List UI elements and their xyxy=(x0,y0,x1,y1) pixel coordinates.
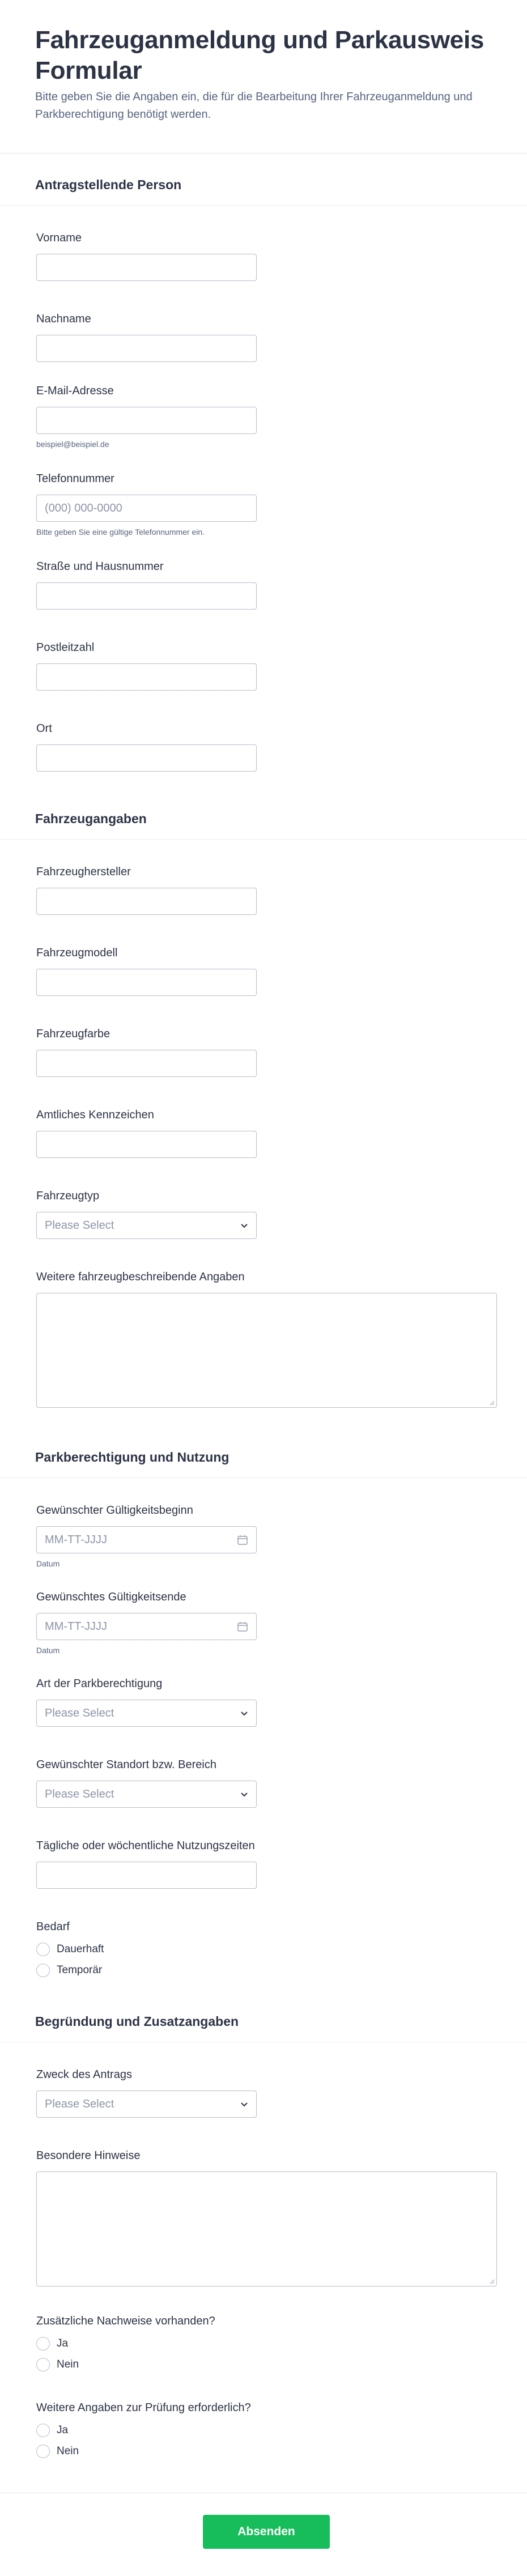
field-hersteller xyxy=(0,846,527,915)
section-header-person xyxy=(0,154,527,206)
vorname-input[interactable] xyxy=(36,254,257,281)
field-zweck xyxy=(0,2049,527,2118)
field-strasse xyxy=(0,537,527,610)
field-plz xyxy=(0,610,527,691)
radio-button[interactable] xyxy=(36,2424,50,2437)
date-placeholder: MM-TT-JJJJ xyxy=(45,1620,107,1633)
field-bedarf xyxy=(0,1889,527,1977)
chevron-down-icon xyxy=(239,1789,249,1799)
section-title: Fahrzeugangaben xyxy=(35,811,147,826)
telefon-sublabel: Bitte geben Sie eine gültige Telefonnummer ein. xyxy=(36,527,205,537)
radio-label: Dauerhaft xyxy=(57,1943,104,1955)
field-label: Fahrzeugmodell xyxy=(36,947,118,959)
radio-option-nein[interactable] xyxy=(36,2358,492,2371)
chevron-down-icon xyxy=(239,2099,249,2109)
radio-label: Ja xyxy=(57,2424,69,2436)
section-title: Antragstellende Person xyxy=(35,177,182,192)
radio-button[interactable] xyxy=(36,1964,50,1977)
radio-label: Ja xyxy=(57,2337,69,2349)
field-label: Weitere Angaben zur Prüfung erforderlich? xyxy=(36,2402,251,2414)
gueltigkeitsbeginn-date-input[interactable] xyxy=(36,1526,257,1553)
email-sublabel: beispiel@beispiel.de xyxy=(36,440,109,449)
date-sublabel: Datum xyxy=(36,1559,60,1568)
modell-input[interactable] xyxy=(36,969,257,996)
field-kennzeichen xyxy=(0,1077,527,1158)
radio-option-ja[interactable] xyxy=(36,2337,492,2351)
field-label: Amtliches Kennzeichen xyxy=(36,1109,154,1121)
radio-label: Nein xyxy=(57,2358,79,2370)
field-label: Postleitzahl xyxy=(36,641,95,654)
field-weitere-angaben xyxy=(0,1239,527,1408)
field-label: Tägliche oder wöchentliche Nutzungszeiten xyxy=(36,1840,255,1852)
radio-option-dauerhaft[interactable] xyxy=(36,1943,492,1956)
chevron-down-icon xyxy=(239,1708,249,1718)
submit-button[interactable]: Absenden xyxy=(203,2515,330,2549)
field-telefon xyxy=(0,449,527,537)
select-placeholder: Please Select xyxy=(45,1707,114,1719)
field-standort xyxy=(0,1727,527,1808)
field-label: Gewünschter Gültigkeitsbeginn xyxy=(36,1504,193,1517)
field-gueltigkeitsbeginn xyxy=(0,1485,527,1568)
field-label: Vorname xyxy=(36,232,82,244)
field-label: Nachname xyxy=(36,313,91,325)
telefon-input[interactable]: (000) 000-0000 xyxy=(36,495,257,522)
field-nachname xyxy=(0,281,527,362)
field-vorname xyxy=(0,212,527,281)
farbe-input[interactable] xyxy=(36,1050,257,1077)
field-label: Fahrzeughersteller xyxy=(36,866,131,878)
field-label: Bedarf xyxy=(36,1921,70,1933)
section-header-begruendung xyxy=(0,1985,527,2042)
radio-label: Nein xyxy=(57,2445,79,2457)
field-nachweise xyxy=(0,2287,527,2371)
field-label: Telefonnummer xyxy=(36,472,114,485)
calendar-icon[interactable] xyxy=(237,1621,248,1632)
radio-button[interactable] xyxy=(36,1943,50,1956)
field-label: Art der Parkberechtigung xyxy=(36,1677,163,1690)
section-title: Begründung und Zusatzangaben xyxy=(35,2014,239,2029)
kennzeichen-input[interactable] xyxy=(36,1131,257,1158)
field-label: Zweck des Antrags xyxy=(36,2068,132,2081)
field-label: Fahrzeugtyp xyxy=(36,1190,100,1202)
field-fahrzeugtyp xyxy=(0,1158,527,1239)
field-label: Fahrzeugfarbe xyxy=(36,1028,110,1040)
plz-input[interactable] xyxy=(36,663,257,691)
weitere-angaben-textarea[interactable] xyxy=(36,1293,497,1408)
field-ort xyxy=(0,691,527,772)
field-gueltigkeitsende xyxy=(0,1568,527,1655)
radio-option-ja[interactable] xyxy=(36,2424,492,2437)
form-footer xyxy=(0,2493,527,2576)
field-nutzungszeiten xyxy=(0,1808,527,1889)
hersteller-input[interactable] xyxy=(36,888,257,915)
fahrzeugtyp-select[interactable] xyxy=(36,1212,257,1239)
zweck-select[interactable] xyxy=(36,2090,257,2118)
nutzungszeiten-input[interactable] xyxy=(36,1862,257,1889)
field-art-parkberechtigung xyxy=(0,1655,527,1727)
field-hinweise xyxy=(0,2118,527,2287)
nachname-input[interactable] xyxy=(36,335,257,362)
radio-option-temporaer[interactable] xyxy=(36,1964,492,1977)
section-header-fahrzeug xyxy=(0,772,527,840)
art-parkberechtigung-select[interactable] xyxy=(36,1700,257,1727)
section-header-parken xyxy=(0,1408,527,1478)
resize-handle-icon[interactable] xyxy=(489,2279,495,2284)
select-placeholder: Please Select xyxy=(45,1788,114,1800)
chevron-down-icon xyxy=(239,1220,249,1230)
field-pruefung xyxy=(0,2379,527,2458)
form-title: Fahrzeuganmeldung und Parkausweis Formular xyxy=(35,26,484,84)
field-label: Gewünschter Standort bzw. Bereich xyxy=(36,1759,216,1771)
resize-handle-icon[interactable] xyxy=(489,1400,495,1406)
field-label: Besondere Hinweise xyxy=(36,2149,141,2162)
email-input[interactable] xyxy=(36,407,257,434)
select-placeholder: Please Select xyxy=(45,2098,114,2110)
select-placeholder: Please Select xyxy=(45,1219,114,1232)
field-label: Straße und Hausnummer xyxy=(36,560,164,573)
radio-button[interactable] xyxy=(36,2337,50,2351)
field-farbe xyxy=(0,996,527,1077)
field-label: Gewünschtes Gültigkeitsende xyxy=(36,1591,186,1603)
date-sublabel: Datum xyxy=(36,1646,60,1655)
standort-select[interactable] xyxy=(36,1781,257,1808)
calendar-icon[interactable] xyxy=(237,1534,248,1545)
radio-label: Temporär xyxy=(57,1964,103,1976)
ort-input[interactable] xyxy=(36,744,257,772)
field-label: Ort xyxy=(36,722,52,735)
field-email xyxy=(0,362,527,449)
section-title: Parkberechtigung und Nutzung xyxy=(35,1450,230,1464)
hinweise-textarea[interactable] xyxy=(36,2171,497,2287)
form-header xyxy=(0,0,527,154)
field-label: E-Mail-Adresse xyxy=(36,385,114,397)
date-placeholder: MM-TT-JJJJ xyxy=(45,1534,107,1546)
form-description: Bitte geben Sie die Angaben ein, die für die Bearbeitung Ihrer Fahrzeuganmeldung und Parkberechtigung benötigt werden. xyxy=(35,91,473,121)
gueltigkeitsende-date-input[interactable] xyxy=(36,1613,257,1640)
field-label: Zusätzliche Nachweise vorhanden? xyxy=(36,2315,215,2327)
radio-option-nein[interactable] xyxy=(36,2445,492,2458)
radio-button[interactable] xyxy=(36,2358,50,2371)
strasse-input[interactable] xyxy=(36,582,257,610)
radio-button[interactable] xyxy=(36,2445,50,2458)
field-label: Weitere fahrzeugbeschreibende Angaben xyxy=(36,1271,245,1283)
field-modell xyxy=(0,915,527,996)
